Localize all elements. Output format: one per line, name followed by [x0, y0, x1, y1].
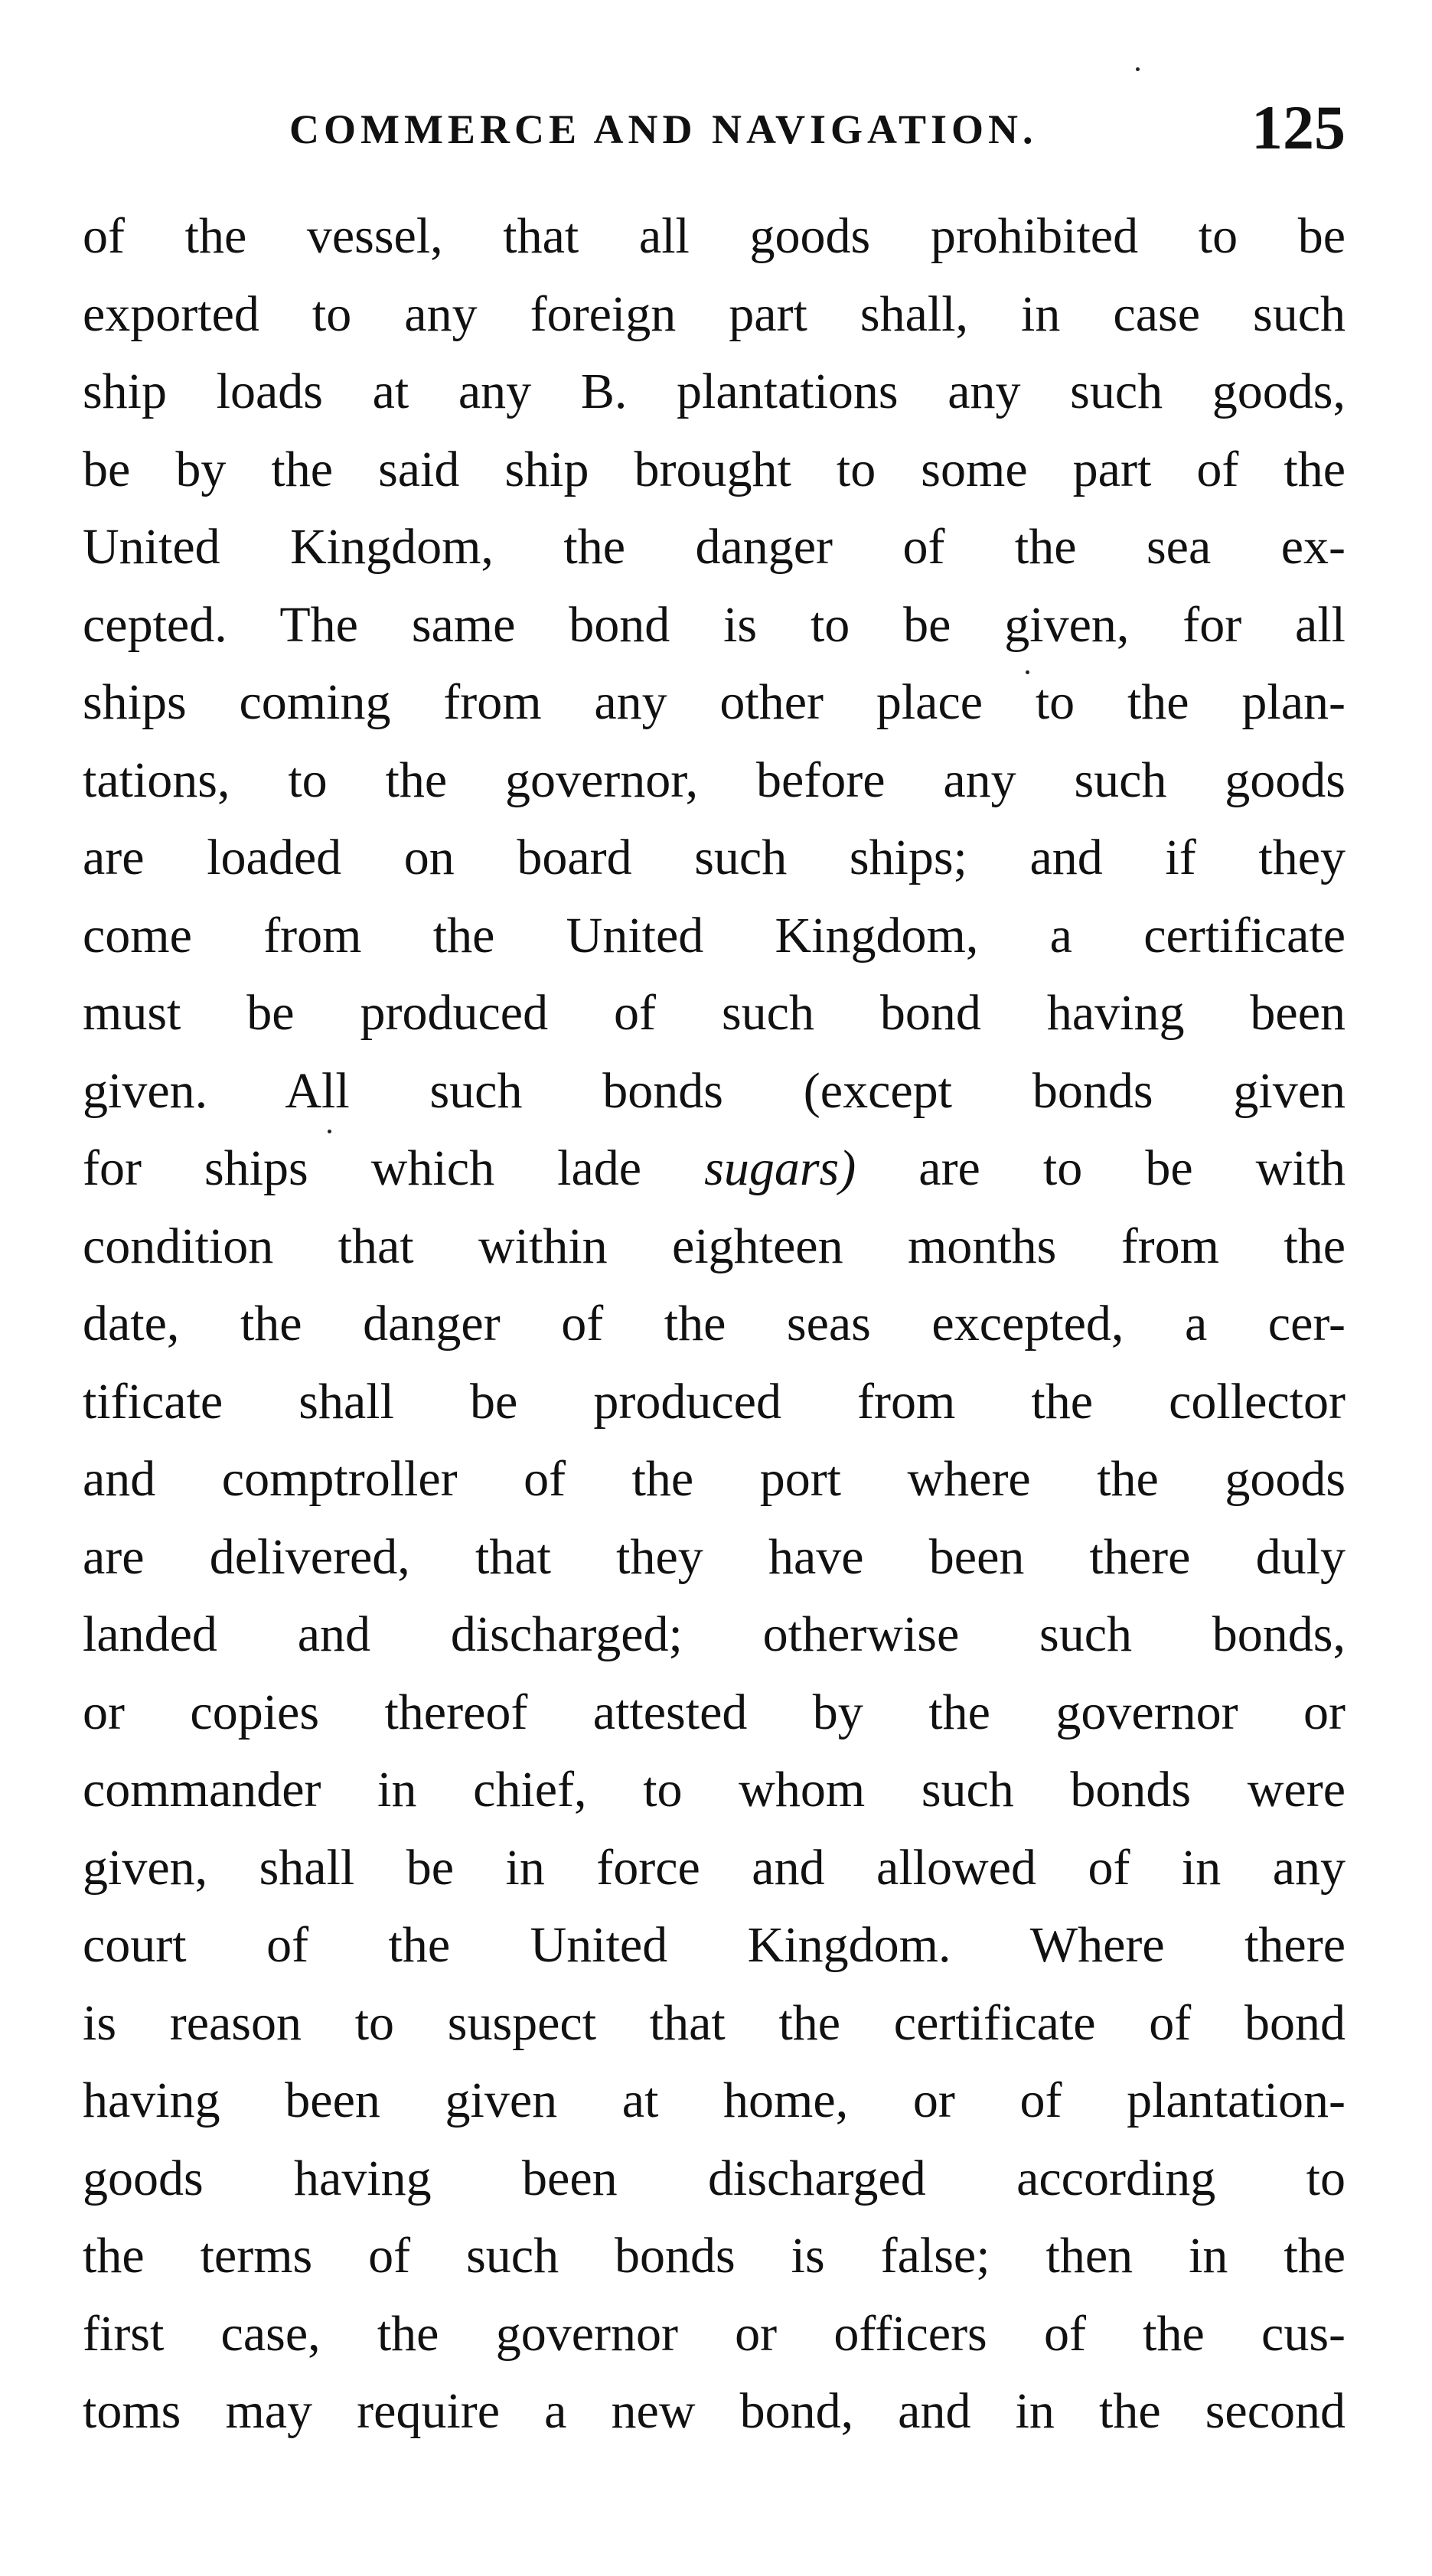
print-speck: [328, 1130, 331, 1133]
text-line: and comptroller of the port where the goods: [83, 1451, 1346, 1507]
text-line: must be produced of such bond having been: [83, 985, 1346, 1041]
text-line-with-italic: [83, 1130, 1346, 1208]
text-line: having been given at home, or of plantation-: [83, 2072, 1346, 2128]
text-line: tificate shall be produced from the collector: [83, 1373, 1346, 1430]
text-line: date, the danger of the seas excepted, a cer-: [83, 1296, 1346, 1352]
text-line: are loaded on board such ships; and if they: [83, 830, 1346, 885]
page-number: 125: [1251, 93, 1346, 162]
text-line: be by the said ship brought to some part of the: [83, 441, 1346, 497]
text-line: given. All such bonds (except bonds given: [83, 1062, 1346, 1119]
text-line: goods having been discharged according to: [83, 2150, 1346, 2206]
text-line: ships coming from any other place to the plan-: [83, 674, 1346, 730]
text-line: given, shall be in force and allowed of in any: [83, 1839, 1346, 1896]
text-line: are delivered, that they have been there duly: [83, 1528, 1346, 1585]
text-line: is reason to suspect that the certificate of bond: [83, 1994, 1346, 2051]
running-head: [83, 92, 1346, 161]
text-line: toms may require a new bond, and in the second: [83, 2383, 1346, 2439]
text-line: exported to any foreign part shall, in case such: [83, 285, 1346, 342]
text-line: tations, to the governor, before any such goods: [83, 752, 1346, 808]
text-line: of the vessel, that all goods prohibited to be: [83, 208, 1346, 264]
text-segment: for ships which lade: [83, 1140, 642, 1196]
print-speck: [1026, 670, 1029, 674]
text-line: commander in chief, to whom such bonds were: [83, 1762, 1346, 1818]
print-speck: [1136, 67, 1140, 71]
text-line: ship loads at any B. plantations any such goods,: [83, 364, 1346, 419]
italic-word: sugars): [704, 1140, 856, 1196]
text-line: court of the United Kingdom. Where there: [83, 1917, 1346, 1973]
text-line: come from the United Kingdom, a certificate: [83, 907, 1346, 964]
text-line: first case, the governor or officers of the cus-: [83, 2305, 1346, 2362]
text-line: cepted. The same bond is to be given, for all: [83, 596, 1346, 653]
text-segment: are to be with: [918, 1140, 1346, 1196]
text-line: United Kingdom, the danger of the sea ex-: [83, 519, 1346, 575]
text-line: condition that within eighteen months from the: [83, 1218, 1346, 1274]
text-line: the terms of such bonds is false; then in the: [83, 2228, 1346, 2284]
text-line: landed and discharged; otherwise such bonds,: [83, 1606, 1346, 1662]
running-title: COMMERCE AND NAVIGATION.: [289, 106, 1038, 152]
body-text: [83, 197, 1346, 2450]
text-line: or copies thereof attested by the governor or: [83, 1684, 1346, 1740]
